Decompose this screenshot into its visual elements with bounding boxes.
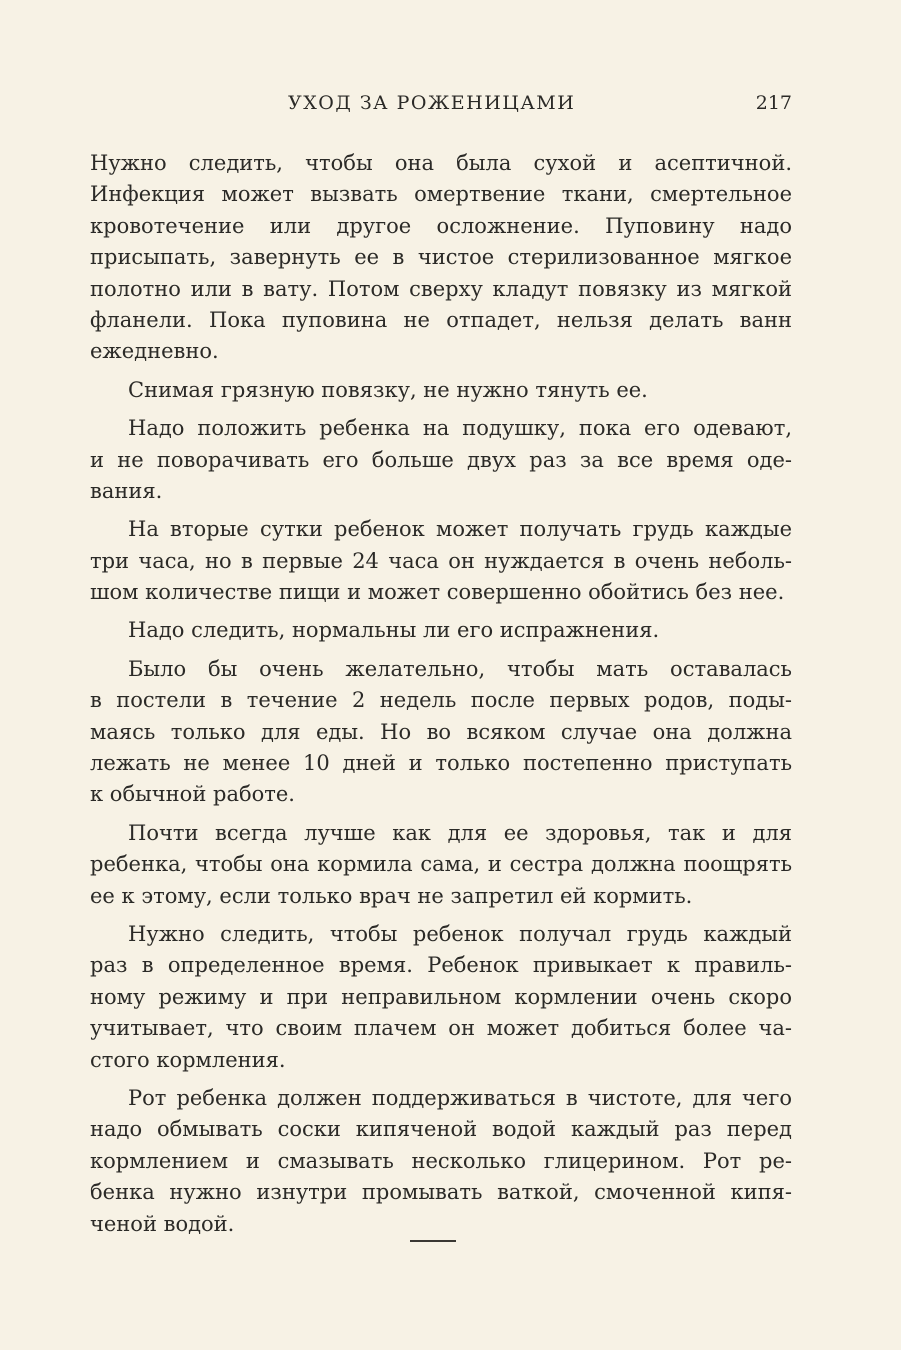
chapter-title: УХОД ЗА РОЖЕНИЦАМИ [288, 92, 576, 114]
text-line: и не поворачивать его больше двух раз за все время оде- [90, 447, 792, 472]
paragraph [90, 375, 792, 406]
paragraph [90, 615, 792, 646]
text-line: Надо следить, нормальны ли его испражнения. [128, 618, 660, 643]
text-line: шом количестве пищи и может совершенно обойтись без нее. [90, 580, 785, 605]
paragraph [90, 654, 792, 811]
text-line: маясь только для еды. Но во всяком случае она должна [90, 719, 792, 744]
body-text [90, 148, 792, 1240]
text-line: фланели. Пока пуповина не отпадет, нельзя делать ванн [90, 307, 792, 332]
text-line: полотно или в вату. Потом сверху кладут повязку из мягкой [90, 276, 792, 301]
text-line: присыпать, завернуть ее в чистое стерилизованное мягкое [90, 245, 792, 270]
text-line: лежать не менее 10 дней и только постепенно приступать [90, 751, 792, 776]
page-number: 217 [755, 92, 792, 114]
text-line: Надо положить ребенка на подушку, пока его одевают, [128, 416, 792, 441]
text-line: Почти всегда лучше как для ее здоровья, так и для [128, 820, 792, 845]
text-line: ному режиму и при неправильном кормлении очень скоро [90, 984, 792, 1009]
paragraph [90, 818, 792, 912]
text-line: ребенка, чтобы она кормила сама, и сестра должна поощрять [90, 852, 792, 877]
text-line: кормлением и смазывать несколько глицерином. Рот ре- [90, 1148, 792, 1173]
text-line: три часа, но в первые 24 часа он нуждается в очень неболь- [90, 548, 792, 573]
text-line: Нужно следить, чтобы она была сухой и асептичной. [90, 151, 792, 175]
text-line: На вторые сутки ребенок может получать грудь каждые [128, 517, 792, 542]
text-line: вания. [90, 478, 163, 503]
paragraph [90, 919, 792, 1076]
text-line: Было бы очень желательно, чтобы мать оставалась [128, 656, 792, 681]
text-line: Нужно следить, чтобы ребенок получал грудь каждый [128, 921, 792, 946]
text-line: ежедневно. [90, 339, 219, 364]
text-line: учитывает, что своим плачем он может добиться более ча- [90, 1016, 792, 1041]
paragraph [90, 514, 792, 608]
paragraph [90, 413, 792, 507]
paragraph [90, 1083, 792, 1240]
text-line: ченой водой. [90, 1211, 235, 1236]
text-line: в постели в течение 2 недель после первых родов, поды- [90, 688, 792, 713]
section-end-rule [410, 1240, 456, 1242]
text-line: ее к этому, если только врач не запретил ей кормить. [90, 883, 693, 908]
text-line: Снимая грязную повязку, не нужно тянуть ее. [128, 377, 648, 402]
text-line: надо обмывать соски кипяченой водой каждый раз перед [90, 1117, 792, 1142]
text-line: кровотечение или другое осложнение. Пуповину надо [90, 213, 792, 238]
paragraph [90, 148, 792, 368]
text-line: бенка нужно изнутри промывать ваткой, смоченной кипя- [90, 1180, 792, 1205]
text-line: стого кормления. [90, 1047, 286, 1072]
text-line: к обычной работе. [90, 782, 295, 807]
text-line: раз в определенное время. Ребенок привыкает к правиль- [90, 953, 792, 978]
text-line: Инфекция может вызвать омертвение ткани, смертельное [90, 182, 792, 207]
text-line: Рот ребенка должен поддерживаться в чистоте, для чего [128, 1085, 792, 1110]
running-header [90, 92, 792, 122]
